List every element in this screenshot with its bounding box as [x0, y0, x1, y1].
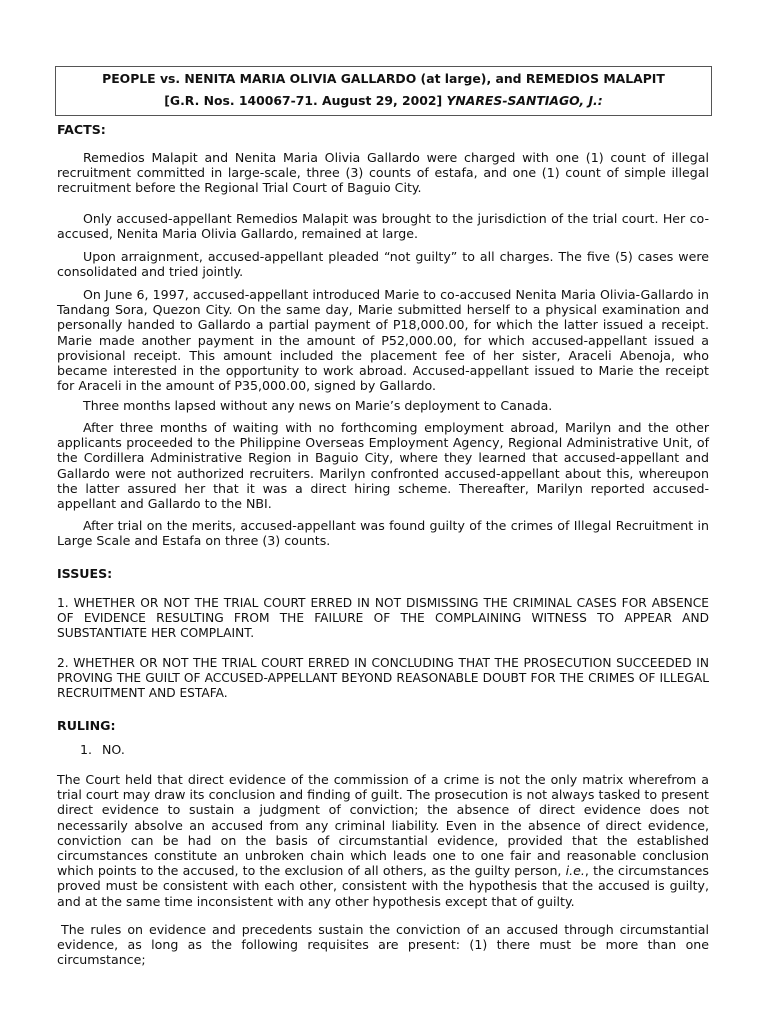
case-title: PEOPLE vs. NENITA MARIA OLIVIA GALLARDO (at large), and REMEDIOS MALAPIT: [102, 71, 665, 86]
ponente: YNARES-SANTIAGO, J.:: [446, 93, 603, 108]
facts-paragraph-7: After trial on the merits, accused-appellant was found guilty of the crimes of Illegal Recruitment in Large Scale and Estafa on three (3) counts.: [57, 518, 709, 549]
case-citation: [56, 93, 711, 108]
ruling-paragraph-2: The rules on evidence and precedents sustain the conviction of an accused through circumstantial evidence, as long as the following requisites are present: (1) there must be more than one circumstance;: [57, 922, 709, 968]
ruling-item-text: NO.: [102, 742, 125, 757]
ruling-paragraph-1: [57, 772, 709, 909]
facts-paragraph-5: Three months lapsed without any news on Marie’s deployment to Canada.: [83, 398, 553, 413]
facts-heading: FACTS:: [57, 122, 106, 137]
citation-text: [G.R. Nos. 140067-71. August 29, 2002]: [164, 93, 447, 108]
ruling-item-number: 1.: [80, 742, 93, 757]
facts-paragraph-3: Upon arraignment, accused-appellant pleaded “not guilty” to all charges. The five (5) cases were consolidated and tried jointly.: [57, 249, 709, 280]
issues-heading: ISSUES:: [57, 566, 113, 581]
ruling-heading: RULING:: [57, 718, 116, 733]
facts-paragraph-6: After three months of waiting with no forthcoming employment abroad, Marilyn and the other applicants proceeded to the Philippine Overseas Employment Agency, Regional Administrative Unit, of the Cordillera Administrative Region in Baguio City, where they learned that accused-appellant and Gallardo were not authorized recruiters. Marilyn confronted accused-appellant about this, whereupon the latter assured her that it was a direct hiring scheme. Thereafter, Marilyn reported accused-appellant and Gallardo to the NBI.: [57, 420, 709, 512]
issue-1: 1. WHETHER OR NOT THE TRIAL COURT ERRED IN NOT DISMISSING THE CRIMINAL CASES FOR ABSENCE OF EVIDENCE RESULTING FROM THE FAILURE OF THE COMPLAINING WITNESS TO APPEAR AND SUBSTANTIATE HER COMPLAINT.: [57, 596, 709, 641]
issue-2: 2. WHETHER OR NOT THE TRIAL COURT ERRED IN CONCLUDING THAT THE PROSECUTION SUCCEEDED IN PROVING THE GUILT OF ACCUSED-APPELLANT BEYOND REASONABLE DOUBT FOR THE CRIMES OF ILLEGAL RECRUITMENT AND ESTAFA.: [57, 656, 709, 701]
facts-paragraph-4: On June 6, 1997, accused-appellant introduced Marie to co-accused Nenita Maria Olivia-Gallardo in Tandang Sora, Quezon City. On the same day, Marie submitted herself to a physical examination and personally handed to Gallardo a partial payment of P18,000.00, for which the latter issued a receipt. Marie made another payment in the amount of P52,000.00, for which accused-appellant issued a provisional receipt. This amount included the placement fee of her sister, Araceli Abenoja, who became interested in the opportunity to work abroad. Accused-appellant issued to Marie the receipt for Araceli in the amount of P35,000.00, signed by Gallardo.: [57, 287, 709, 394]
case-title-box: [55, 66, 712, 116]
facts-paragraph-2: Only accused-appellant Remedios Malapit was brought to the jurisdiction of the trial court. Her co-accused, Nenita Maria Olivia Gallardo, remained at large.: [57, 211, 709, 242]
ruling-p1-part-b: , the circumstances proved must be consistent with each other, consistent with the hypothesis that the accused is guilty, and at the same time inconsistent with any other hypothesis except that of guilty.: [57, 863, 709, 909]
ruling-p1-part-a: The Court held that direct evidence of the commission of a crime is not the only matrix wherefrom a trial court may draw its conclusion and finding of guilt. The prosecution is not always tasked to present direct evidence to sustain a judgment of conviction; the absence of direct evidence does not necessarily absolve an accused from any criminal liability. Even in the absence of direct evidence, conviction can be had on the basis of circumstantial evidence, provided that the established circumstances constitute an unbroken chain which leads one to one fair and reasonable conclusion which points to the accused, to the exclusion of all others, as the guilty person,: [57, 772, 709, 879]
ruling-p1-ie: i.e.: [565, 863, 585, 879]
facts-paragraph-1: Remedios Malapit and Nenita Maria Olivia Gallardo were charged with one (1) count of illegal recruitment committed in large-scale, three (3) counts of estafa, and one (1) count of simple illegal recruitment before the Regional Trial Court of Baguio City.: [57, 150, 709, 196]
ruling-list-item: [80, 742, 125, 757]
